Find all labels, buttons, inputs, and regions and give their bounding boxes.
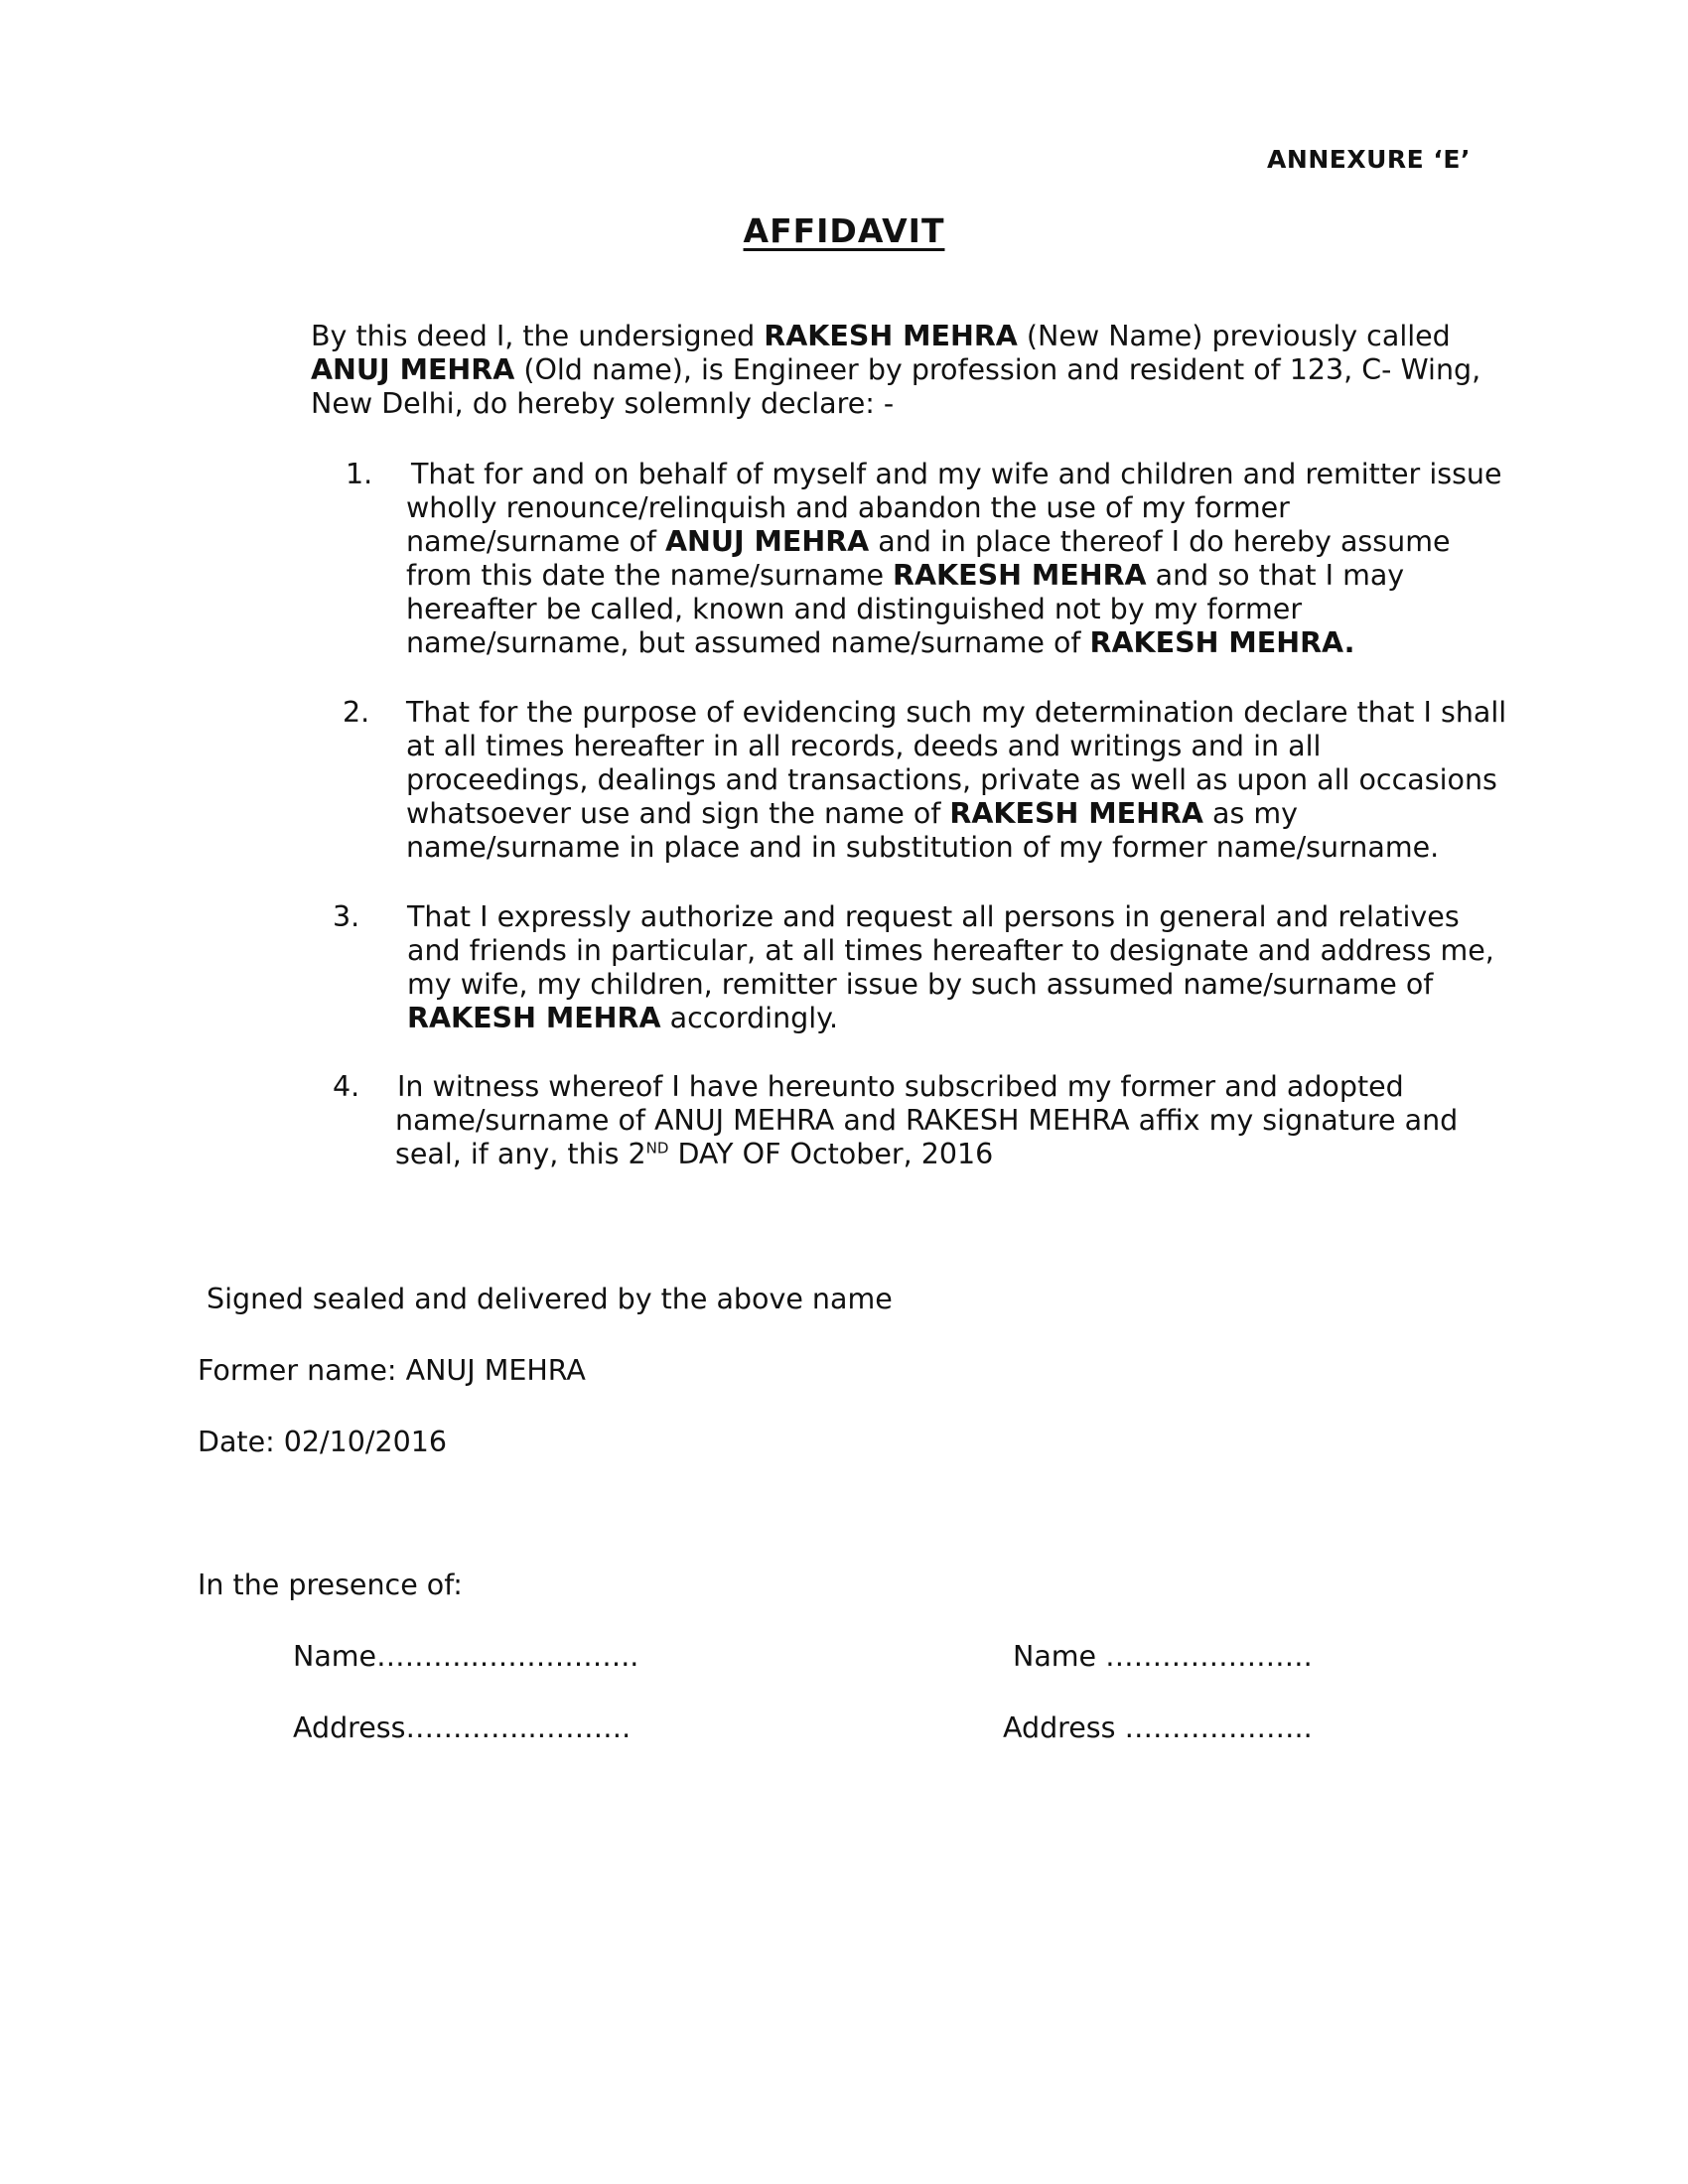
item-line: hereafter be called, known and distinguished not by my former xyxy=(406,593,1303,625)
presence-line: In the presence of: xyxy=(198,1569,463,1601)
witness-2-address: Address ……………….. xyxy=(1003,1711,1313,1744)
item-text: whatsoever use and sign the name of xyxy=(406,797,950,830)
item-line: proceedings, dealings and transactions, private as well as upon all occasions xyxy=(406,763,1497,796)
new-name: RAKESH MEHRA xyxy=(949,797,1203,830)
declaration-item-4 xyxy=(397,1070,1458,1171)
item-line: In witness whereof I have hereunto subscribed my former and adopted xyxy=(397,1070,1404,1103)
declaration-item-1 xyxy=(406,458,1502,660)
item-line xyxy=(406,559,1502,593)
item-number: 4. xyxy=(333,1070,360,1103)
item-line xyxy=(406,626,1502,660)
witness-1-name: Name………..…………….. xyxy=(293,1640,639,1673)
signed-statement: Signed sealed and delivered by the above name xyxy=(207,1283,893,1315)
intro-text: By this deed I, the undersigned xyxy=(311,320,765,352)
old-name: ANUJ MEHRA xyxy=(311,353,515,386)
item-text: and so that I may xyxy=(1146,559,1405,592)
item-text: as my xyxy=(1202,797,1299,830)
intro-line-1 xyxy=(311,320,1482,353)
declaration-item-2 xyxy=(406,696,1506,865)
item-line xyxy=(407,1002,1494,1035)
item-text: from this date the name/surname xyxy=(406,559,894,592)
item-text: name/surname, but assumed name/surname of xyxy=(406,626,1090,659)
witness-1-address: Address…………..………. xyxy=(293,1711,632,1744)
new-name: RAKESH MEHRA xyxy=(893,559,1147,592)
item-line xyxy=(406,797,1506,831)
old-name: ANUJ MEHRA xyxy=(664,525,870,558)
item-text: accordingly. xyxy=(660,1002,839,1034)
item-line xyxy=(395,1138,1458,1171)
annexure-label: ANNEXURE ‘E’ xyxy=(1267,145,1471,174)
item-line: my wife, my children, remitter issue by such assumed name/surname of xyxy=(407,968,1434,1001)
item-line: and friends in particular, at all times hereafter to designate and address me, xyxy=(407,934,1494,967)
item-number: 3. xyxy=(333,900,360,933)
item-text: seal, if any, this 2 xyxy=(395,1138,646,1170)
item-text: DAY OF October, 2016 xyxy=(668,1138,994,1170)
new-name: RAKESH MEHRA xyxy=(407,1002,661,1034)
new-name: RAKESH MEHRA xyxy=(764,320,1018,352)
item-line: That I expressly authorize and request all persons in general and relatives xyxy=(407,900,1460,933)
intro-line-3: New Delhi, do hereby solemnly declare: - xyxy=(311,387,895,420)
item-line xyxy=(406,525,1502,559)
intro-paragraph xyxy=(311,320,1482,421)
intro-line-2 xyxy=(311,353,1482,387)
item-line: That for and on behalf of myself and my wife and children and remitter issue xyxy=(411,458,1502,490)
former-name-line: Former name: ANUJ MEHRA xyxy=(198,1354,586,1387)
date-line: Date: 02/10/2016 xyxy=(198,1426,448,1458)
intro-text: (New Name) previously called xyxy=(1017,320,1451,352)
item-line: name/surname of ANUJ MEHRA and RAKESH MEHRA affix my signature and xyxy=(395,1104,1459,1137)
item-line: That for the purpose of evidencing such my determination declare that I shall xyxy=(406,696,1507,729)
item-number: 1. xyxy=(346,458,373,490)
item-text: name/surname of xyxy=(406,525,665,558)
item-line: name/surname in place and in substitution of my former name/surname. xyxy=(406,831,1440,864)
item-line: wholly renounce/relinquish and abandon the use of my former xyxy=(406,491,1290,524)
item-number: 2. xyxy=(343,696,370,729)
ordinal-suffix: ND xyxy=(645,1139,669,1158)
intro-text: (Old name), is Engineer by profession and resident of 123, C- Wing, xyxy=(514,353,1481,386)
document-title: AFFIDAVIT xyxy=(743,211,945,250)
declaration-item-3 xyxy=(407,900,1494,1035)
new-name: RAKESH MEHRA. xyxy=(1089,626,1355,659)
item-text: and in place thereof I do hereby assume xyxy=(869,525,1451,558)
item-line: at all times hereafter in all records, deeds and writings and in all xyxy=(406,730,1322,762)
witness-2-name: Name …………………. xyxy=(1013,1640,1313,1673)
